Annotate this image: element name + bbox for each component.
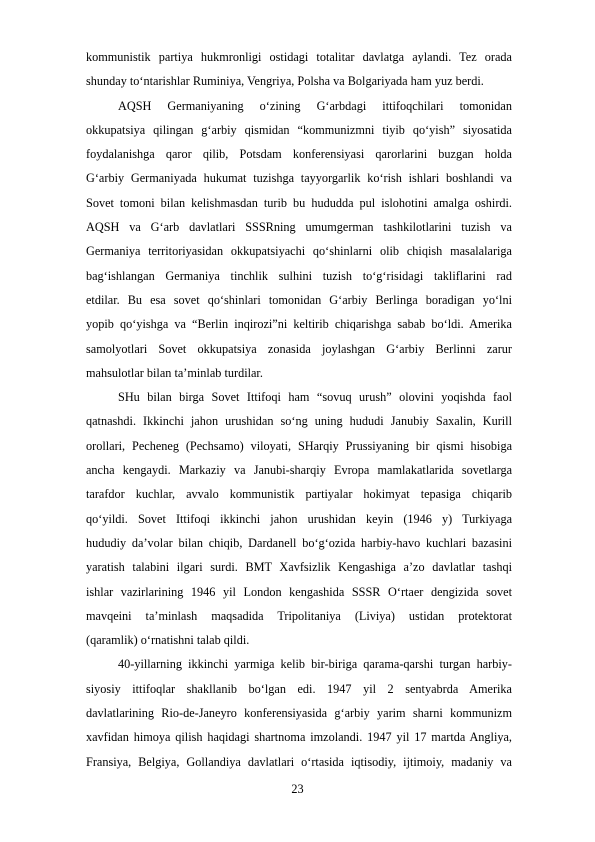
- text-line: hududiy da’volar bilan chiqib, Dardanell bo‘g‘ozida harbiy-havo kuchlari bazasini: [86, 535, 512, 550]
- text-line: ishlar vazirlarining 1946 yil London kengashida SSSR O‘rtaer dengizida sovet: [86, 584, 512, 599]
- text-line: siyosiy ittifoqlar shakllanib bo‘lgan edi. 1947 yil 2 sentyabrda Amerika: [86, 681, 512, 696]
- text-line: ancha kengaydi. Markaziy va Janubi-sharqiy Evropa mamlakatlarida sovetlarga: [86, 463, 512, 478]
- text-line: Sovet tomoni bilan kelishmasdan turib bu hududda pul islohotini amalga oshirdi.: [86, 195, 512, 210]
- page-number: 23: [291, 782, 304, 796]
- text-line: mahsulotlar bilan ta’minlab turdilar.: [86, 365, 263, 380]
- paragraph: [86, 652, 512, 773]
- text-line: AQSH va G‘arb davlatlari SSSRning umumgerman tashkilotlarini tuzish va: [86, 220, 512, 235]
- text-line: xavfidan himoya qilish haqidagi shartnoma imzolandi. 1947 yil 17 martda Angliya,: [86, 730, 512, 745]
- text-line: Germaniya territoriyasidan okkupatsiyachi qo‘shinlarni olib chiqish masalalariga: [86, 244, 512, 259]
- text-line: kommunistik partiya hukmronligi ostidagi totalitar davlatga aylandi. Tez orada: [86, 50, 512, 64]
- text-line: orollari, Pecheneg (Pechsamo) viloyati, SHarqiy Prussiyaning bir qismi hisobiga: [86, 438, 512, 453]
- text-line: davlatlarining Rio-de-Janeyro konferensiyasida g‘arbiy yarim sharni kommunizm: [86, 706, 512, 721]
- text-line: okkupatsiya qilingan g‘arbiy qismidan “kommunizmni tiyib qo‘yish” siyosatida: [86, 122, 512, 137]
- text-line: yaratish talabini ilgari surdi. BMT Xavfsizlik Kengashiga a’zo davlatlar tashqi: [86, 560, 512, 575]
- text-line: bag‘ishlangan Germaniya tinchlik sulhini tuzish to‘g‘risidagi takliflarini rad: [86, 268, 512, 283]
- text-line: yopib qo‘yishga va “Berlin inqirozi”ni keltirib chiqarishga sabab bo‘ldi. Amerika: [86, 317, 512, 332]
- text-line: SHu bilan birga Sovet Ittifoqi ham “sovuq urush” olovini yoqishda faol: [118, 390, 512, 405]
- text-line: qo‘yildi. Sovet Ittifoqi ikkinchi jahon urushidan keyin (1946 y) Turkiyaga: [86, 511, 512, 526]
- text-line: shunday to‘ntarishlar Ruminiya, Vengriya, Polsha va Bolgariyada ham yuz berdi.: [86, 74, 484, 89]
- paragraph: [86, 45, 512, 94]
- text-line: qatnashdi. Ikkinchi jahon urushidan so‘ng uning hududi Janubiy Saxalin, Kurill: [86, 414, 512, 429]
- text-line: Fransiya, Belgiya, Gollandiya davlatlari o‘rtasida iqtisodiy, ijtimoiy, madaniy va: [86, 754, 512, 769]
- text-line: (qaramlik) o‘rnatishni talab qildi.: [86, 633, 250, 648]
- text-line: tarafdor kuchlar, avvalo kommunistik partiyalar hokimyat tepasiga chiqarib: [86, 487, 512, 502]
- text-line: foydalanishga qaror qilib, Potsdam konferensiyasi qarorlarini buzgan holda: [86, 147, 512, 162]
- text-line: samolyotlari Sovet okkupatsiya zonasida joylashgan G‘arbiy Berlinni zarur: [86, 341, 512, 356]
- text-line: G‘arbiy Germaniyada hukumat tuzishga tayyorgarlik ko‘rish ishlari boshlandi va: [86, 171, 512, 186]
- text-line: etdilar. Bu esa sovet qo‘shinlari tomonidan G‘arbiy Berlinga boradigan yo‘lni: [86, 292, 512, 307]
- paragraph: [86, 94, 512, 386]
- text-line: mavqeini ta’minlash maqsadida Tripolitaniya (Liviya) ustidan protektorat: [86, 608, 512, 623]
- paragraph: [86, 385, 512, 652]
- page-body: [86, 45, 512, 774]
- text-line: AQSH Germaniyaning o‘zining G‘arbdagi ittifoqchilari tomonidan: [118, 98, 512, 113]
- text-line: 40-yillarning ikkinchi yarmiga kelib bir-biriga qarama-qarshi turgan harbiy-: [118, 657, 512, 672]
